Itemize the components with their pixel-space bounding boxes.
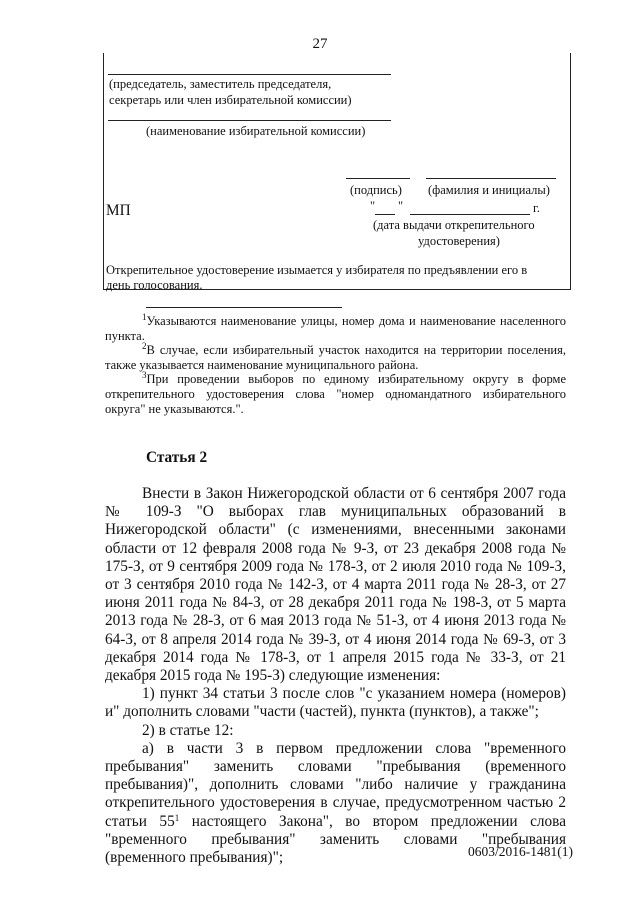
name-caption: (фамилия и инициалы) — [428, 183, 550, 197]
article-item-2a-sup: 1 — [174, 812, 180, 823]
article-item-2a-before: а) в части 3 в первом предложении слова "временного пребывания" заменить словами "пребывания (временного пребывания)", дополнить словами "либо наличие у гражданина открепительного удостоверения в случае, предусмотренном частью 2 статьи 55 — [105, 739, 566, 830]
footnotes — [105, 314, 566, 416]
article-body — [105, 485, 566, 867]
position-underline — [108, 74, 391, 75]
page-number: 27 — [312, 36, 328, 52]
position-caption-line-2: секретарь или член избирательной комиссии) — [109, 93, 352, 107]
article-heading: Статья 2 — [146, 449, 208, 466]
article-item-2a-after: настоящего Закона", во втором предложении слова "временного пребывания" заменить словами "пребывания (временного пребывания)"; — [105, 812, 566, 867]
article-item-2: 2) в статье 12: — [142, 721, 234, 739]
date-day-underline — [375, 214, 395, 215]
footnote-2-mark: 2 — [142, 341, 147, 352]
date-quote-open: " — [370, 199, 376, 213]
footnote-1-text: Указываются наименование улицы, номер дома и наименование населенного пункта. — [105, 314, 566, 343]
footnote-separator — [146, 307, 342, 308]
date-caption-line-2: удостоверения) — [418, 234, 500, 248]
footnote-2-text: В случае, если избирательный участок находится на территории поселения, также указывается наименование муниципального района. — [105, 343, 566, 372]
signature-underline — [346, 178, 410, 179]
footnote-3-mark: 3 — [142, 370, 147, 381]
withdrawal-note-line-1: Открепительное удостоверение изымается у избирателя по предъявлении его в — [106, 263, 528, 277]
footnote-2 — [105, 343, 566, 372]
footnote-1-mark: 1 — [142, 312, 147, 322]
footnote-3-text: При проведении выборов по единому избирательному округу в форме открепительного удостоверения слова "номер одномандатного избирательного округа" не указываются.". — [105, 372, 566, 416]
date-caption-line-1: (дата выдачи открепительного — [373, 218, 535, 232]
date-quote-close: " — [398, 199, 404, 213]
article-item-1: 1) пункт 34 статьи 3 после слов "с указанием номера (номеров) и" дополнить словами "части (частей), пункта (пунктов), а также"; — [105, 685, 566, 721]
commission-caption: (наименование избирательной комиссии) — [146, 124, 366, 138]
date-month-underline — [410, 214, 530, 215]
date-year-suffix: г. — [533, 201, 540, 215]
document-code: 0603/2016-1481(1) — [468, 844, 573, 859]
footnote-3 — [105, 372, 566, 416]
signature-caption: (подпись) — [350, 183, 402, 197]
name-underline — [426, 178, 556, 179]
withdrawal-note-line-2: день голосования. — [106, 278, 203, 292]
article-intro: Внести в Закон Нижегородской области от 6 сентября 2007 года № 109-З "О выборах глав муниципальных образований в Нижегородской области" (с изменениями, внесенными законами области от 12 февраля 2008 года № 9-З, от 23 декабря 2008 года № 175-З, от 9 сентября 2009 года № 178-З, от 2 июля 2010 года № 109-З, от 3 сентября 2010 года № 142-З, от 4 марта 2011 года № 28-З, от 27 июня 2011 года № 84-З, от 28 декабря 2011 года № 198-З, от 5 марта 2013 года № 28-З, от 6 мая 2013 года № 51-З, от 4 июня 2013 года № 64-З, от 8 апреля 2014 года № 39-З, от 4 июня 2014 года № 69-З, от 3 декабря 2014 года № 178-З, от 1 апреля 2015 года № 33-З, от 21 декабря 2015 года № 195-З) следующие изменения: — [105, 485, 566, 685]
footnote-1 — [105, 314, 566, 343]
commission-underline — [108, 120, 391, 121]
seal-label: МП — [106, 202, 131, 219]
position-caption-line-1: (председатель, заместитель председателя, — [109, 77, 332, 91]
